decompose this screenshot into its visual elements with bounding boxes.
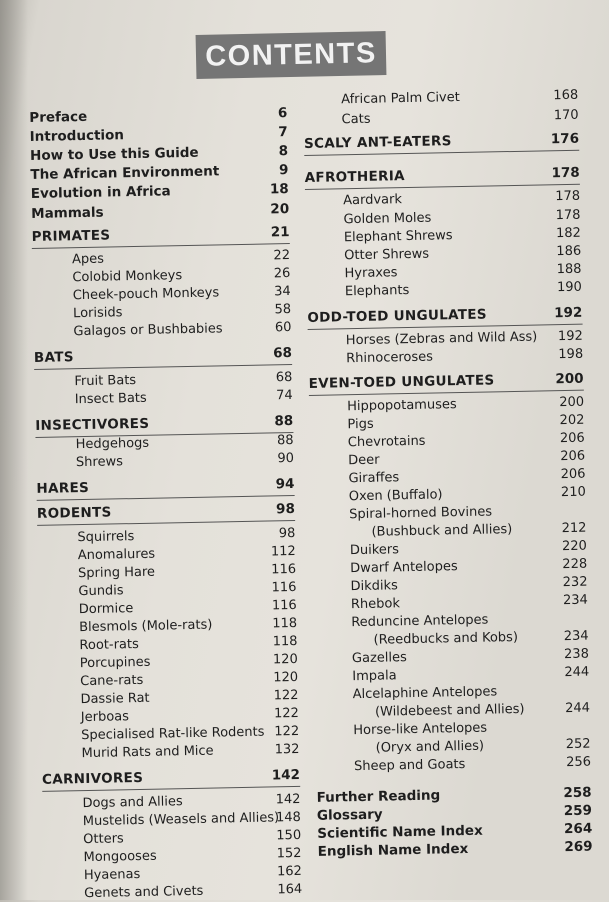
entry-title: (Oryx and Allies) (375, 738, 485, 756)
page-number: 122 (274, 723, 300, 740)
toc-entry-dogs-and-allies (42, 791, 301, 812)
toc-entry-genets-and-civets (44, 881, 303, 902)
toc-entry-lorisids (33, 302, 292, 322)
entry-title: Aardvark (343, 192, 403, 209)
entry-title: Fruit Bats (74, 372, 137, 390)
entry-title: Mustelids (Weasels and Allies) (82, 810, 280, 830)
page-number: 234 (563, 628, 589, 645)
entry-title: Hedgehogs (75, 435, 150, 453)
entry-title: Porcupines (79, 654, 151, 672)
entry-title: BATS (33, 349, 74, 366)
page-number: 122 (273, 705, 299, 722)
toc-entry-blesmols-mole-rats (39, 615, 298, 636)
page-number: 88 (274, 412, 294, 430)
toc-entry-root-rats (39, 633, 298, 654)
toc-entry-squirrels (37, 525, 296, 546)
entry-title: Squirrels (77, 529, 135, 546)
section-heading-insectivores (35, 412, 294, 434)
page-number: 8 (278, 143, 289, 160)
section-heading-carnivores (41, 766, 301, 788)
entry-title: The African Environment (30, 163, 220, 183)
toc-column-left (29, 95, 303, 902)
entry-title: Horses (Zebras and Wild Ass) (345, 329, 538, 349)
entry-title: Elephant Shrews (343, 228, 453, 246)
toc-entry-mustelids-weasels-and-allies (43, 809, 301, 830)
page-number: 132 (274, 741, 300, 758)
entry-title: EVEN-TOED UNGULATES (308, 372, 495, 392)
page-number: 252 (565, 736, 591, 753)
page-number: 26 (273, 266, 291, 282)
page-number: 178 (551, 164, 580, 182)
page-number: 264 (563, 820, 593, 838)
entry-title: English Name Index (317, 840, 469, 860)
entry-title: Further Reading (316, 787, 441, 806)
page-number: 122 (273, 687, 299, 704)
entry-title: Gazelles (351, 650, 407, 667)
toc-entry-jerboas (41, 705, 299, 726)
page-number: 118 (272, 633, 298, 650)
section-heading-rodents (36, 500, 296, 522)
page-number: 21 (270, 224, 290, 241)
entry-title: Deer (348, 452, 380, 469)
page-number: 120 (273, 669, 299, 686)
toc-entry-duikers (312, 538, 587, 559)
toc-entry-spring-hare (38, 561, 297, 582)
entry-title: Insect Bats (74, 390, 147, 408)
page-number: 98 (275, 500, 296, 518)
toc-entry-dassie-rat (40, 687, 299, 708)
page-number: 232 (562, 574, 588, 591)
entry-title: Jerboas (80, 709, 130, 726)
page-number: 112 (270, 543, 296, 560)
page-number: 220 (561, 538, 587, 555)
page-number: 22 (273, 248, 291, 264)
section-heading-even-toed-ungulates (308, 370, 584, 392)
toc-entry-gazelles (314, 646, 590, 667)
entry-title: ODD-TOED UNGULATES (307, 306, 487, 326)
entry-title: Hyraxes (344, 265, 398, 282)
entry-title: Genets and Civets (84, 883, 204, 902)
entry-title: Murid Rats and Mice (81, 743, 214, 762)
page-shadow (0, 0, 28, 900)
toc-entry-horse-like-antelopes (315, 719, 590, 739)
page-number: 162 (276, 863, 303, 880)
entry-title: Alcelaphine Antelopes (352, 684, 498, 703)
page-number: 178 (555, 207, 581, 224)
toc-entry-specialised-rat-like-rodents (41, 723, 300, 744)
page-number: 176 (550, 130, 580, 148)
entry-title: Spiral-horned Bovines (349, 504, 493, 523)
toc-entry-porcupines (40, 651, 298, 672)
entry-title: Glossary (316, 806, 383, 824)
page-number: 90 (277, 450, 295, 467)
page-number: 259 (563, 802, 593, 820)
page-number: 256 (566, 754, 592, 771)
entry-title: Otters (83, 831, 124, 848)
toc-entry-cats (303, 107, 579, 128)
entry-title: Rhinoceroses (346, 349, 434, 367)
page-number: 244 (564, 700, 591, 717)
toc-entry-mammals (31, 201, 290, 222)
entry-title: (Reedbucks and Kobs) (373, 629, 519, 648)
entry-title: PRIMATES (31, 227, 111, 245)
entry-title: RODENTS (36, 504, 112, 522)
toc-entry-gundis (38, 579, 297, 600)
entry-title: Hyaenas (83, 867, 141, 884)
entry-title: Elephants (344, 282, 410, 300)
section-heading-primates (31, 224, 290, 245)
toc-entry-fruit-bats (34, 369, 293, 390)
toc-entry-horses-zebras-and-wild-ass (308, 328, 583, 349)
page-number: 212 (561, 520, 587, 537)
page-number: 206 (560, 448, 586, 465)
entry-title: SCALY ANT-EATERS (303, 133, 452, 152)
entry-title: Chevrotains (347, 433, 426, 451)
entry-title: Evolution in Africa (30, 183, 171, 202)
page-number: 244 (564, 664, 590, 681)
page-number: 198 (558, 346, 584, 363)
entry-title: Otter Shrews (344, 246, 430, 264)
entry-title: Dwarf Antelopes (350, 559, 458, 577)
toc-entry-mongooses (43, 845, 302, 866)
page-number: 188 (556, 261, 582, 278)
entry-title: Duikers (349, 542, 400, 559)
page-number: 148 (275, 809, 301, 826)
section-heading-scaly-ant-eaters (303, 130, 580, 152)
toc-entry-aardvark (305, 188, 581, 209)
toc-entry-hyaenas (44, 863, 303, 884)
page-number: 234 (562, 592, 589, 609)
toc-entry-otters (43, 827, 302, 848)
section-heading-afrotheria (304, 164, 580, 186)
page-number: 116 (271, 561, 297, 578)
section-heading-hares (36, 475, 295, 497)
entry-title: Dassie Rat (80, 690, 150, 708)
entry-title: Mammals (31, 204, 104, 222)
page-number: 6 (277, 105, 288, 122)
page-number: 18 (269, 181, 289, 198)
entry-title: Anomalures (77, 546, 156, 564)
page-number: 228 (562, 556, 588, 573)
entry-title: HARES (36, 479, 90, 497)
toc-entry-galagos-or-bushbabies (33, 320, 292, 340)
entry-title: How to Use this Guide (29, 144, 199, 164)
entry-title: Colobid Monkeys (72, 268, 183, 286)
page-number: 68 (272, 345, 293, 362)
entry-title: Rhebok (350, 596, 401, 613)
page-number: 200 (555, 370, 584, 388)
toc-entry-hippopotamuses (309, 394, 585, 415)
entry-title: (Bushbuck and Allies) (371, 522, 513, 540)
toc-entry-colobid-monkeys (32, 266, 291, 286)
entry-title: Shrews (75, 454, 124, 471)
page-number: 186 (556, 243, 582, 260)
page-number: 98 (278, 525, 296, 542)
page-number: 150 (276, 827, 302, 844)
entry-title: Gundis (78, 583, 124, 600)
page-number: 116 (271, 597, 297, 614)
entry-title: Scientific Name Index (317, 822, 483, 842)
toc-entry-further-reading (316, 784, 592, 806)
section-heading-bats (33, 345, 293, 366)
entry-title: Dikdiks (350, 578, 399, 595)
page-number: 68 (275, 369, 293, 386)
page-number: 142 (275, 791, 301, 808)
page-number: 206 (559, 430, 585, 447)
page-number: 206 (560, 466, 586, 483)
page-number: 190 (556, 279, 583, 296)
entry-title: AFROTHERIA (304, 168, 406, 186)
entry-title: Dormice (78, 601, 134, 618)
entry-title: Blesmols (Mole-rats) (78, 617, 213, 636)
page-number: 58 (274, 302, 292, 318)
page-number: 88 (276, 432, 294, 449)
page-number: 164 (277, 881, 303, 898)
entry-title: INSECTIVORES (35, 415, 150, 434)
page-number: 210 (560, 484, 586, 501)
page-number: 170 (553, 107, 579, 124)
page-number: 60 (274, 320, 292, 336)
page-number: 7 (278, 124, 288, 141)
toc-entry-african-palm-civet (303, 87, 579, 108)
section-heading-odd-toed-ungulates (307, 304, 583, 326)
toc-entry-sheep-and-goats (316, 754, 592, 775)
page-number: 118 (272, 615, 298, 632)
page-number: 34 (274, 284, 291, 300)
entry-title: Horse-like Antelopes (353, 720, 488, 739)
page-number: 94 (275, 475, 295, 493)
entry-title: Golden Moles (343, 210, 432, 228)
entry-title: Cats (341, 111, 371, 128)
entry-title: Giraffes (348, 470, 400, 487)
toc-entry-insect-bats (35, 387, 293, 408)
page-number: 9 (278, 162, 289, 179)
entry-title: African Palm Civet (341, 89, 460, 108)
page-number: 142 (271, 766, 301, 784)
entry-title: Galagos or Bushbabies (73, 321, 223, 340)
entry-title: Pigs (347, 416, 374, 433)
toc-entry-cheek-pouch-monkeys (33, 284, 291, 304)
page-number: 20 (270, 201, 290, 218)
page-number: 192 (554, 304, 583, 322)
toc-entry-preface (29, 105, 288, 126)
entry-title: Reduncine Antelopes (351, 612, 489, 631)
entry-title: Cane-rats (80, 672, 144, 690)
entry-title: Spring Hare (77, 564, 156, 582)
toc-entry-cane-rats (40, 669, 299, 690)
page-number: 238 (563, 646, 590, 663)
entry-title: Specialised Rat-like Rodents (81, 724, 265, 744)
entry-title: CARNIVORES (41, 769, 144, 788)
toc-entry-dormice (39, 597, 297, 618)
entry-title: Sheep and Goats (353, 757, 466, 775)
entry-title: Impala (352, 668, 397, 685)
page-number: 258 (563, 784, 592, 802)
entry-title: Mongooses (83, 848, 157, 866)
entry-title: Dogs and Allies (82, 794, 183, 812)
contents-banner: CONTENTS (196, 31, 387, 79)
page-number: 120 (272, 651, 298, 668)
toc-column-right (303, 83, 593, 860)
toc-entry-shrews (36, 450, 295, 471)
toc-entry-golden-moles (305, 207, 581, 228)
page-number: 202 (559, 412, 585, 429)
page-number: 269 (564, 838, 593, 856)
page-number: 74 (276, 387, 293, 404)
toc-entry-murid-rats-and-mice (41, 741, 300, 762)
entry-title: (Wildebeest and Allies) (374, 701, 525, 720)
page-number: 200 (559, 394, 585, 411)
page-number: 178 (555, 188, 581, 205)
entry-title: Lorisids (72, 305, 123, 322)
entry-title: Preface (29, 108, 88, 126)
page-number: 152 (276, 845, 302, 862)
page-number: 116 (271, 579, 297, 596)
entry-title: Cheek-pouch Monkeys (72, 285, 220, 304)
entry-title: Root-rats (79, 636, 139, 654)
entry-title: Introduction (29, 127, 125, 145)
page-number: 192 (557, 328, 583, 345)
entry-title: Apes (71, 251, 105, 268)
entry-title: Hippopotamuses (346, 397, 457, 415)
page-number: 182 (555, 225, 581, 242)
entry-title: Oxen (Buffalo) (348, 487, 443, 505)
toc-entry-anomalures (38, 543, 296, 564)
page-number: 168 (553, 87, 579, 104)
toc-entry-apes (32, 248, 291, 268)
